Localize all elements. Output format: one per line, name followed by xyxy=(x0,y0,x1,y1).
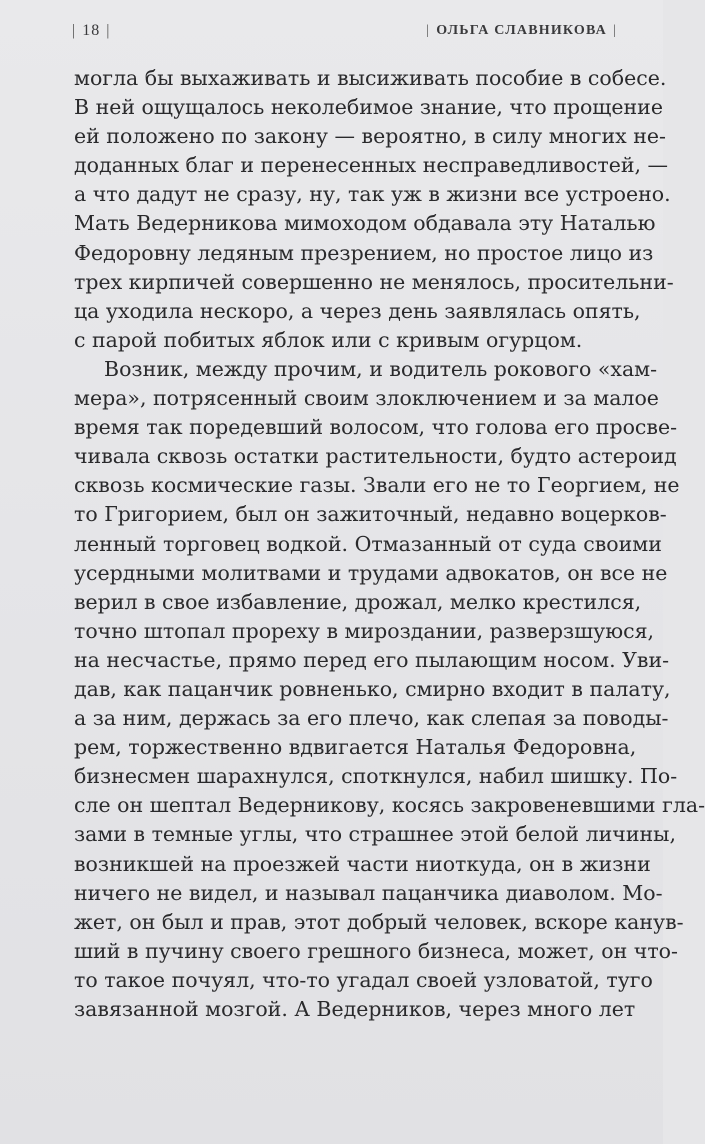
text-line: ничего не видел, и называл пацанчика диаволом. Мо- xyxy=(74,880,663,905)
running-head xyxy=(0,16,663,46)
text-line: ей положено по закону — вероятно, в силу многих не- xyxy=(74,124,666,149)
text-line: Федоровну ледяным презрением, но простое лицо из xyxy=(74,240,654,265)
text-line: с парой побитых яблок или с кривым огурцом. xyxy=(74,327,583,352)
text-line: могла бы выхаживать и высиживать пособие в собесе. xyxy=(74,66,667,90)
text-line: рем, торжественно вдвигается Наталья Федоровна, xyxy=(74,735,637,760)
text-line: то Григорием, был он зажиточный, недавно воцерков- xyxy=(74,502,667,527)
text-line: а что дадут не сразу, ну, так уж в жизни все устроено. xyxy=(74,182,671,207)
text-line: усердными молитвами и трудами адвокатов, он все не xyxy=(74,560,668,585)
text-line: время так поредевший волосом, что голова его просве- xyxy=(74,415,678,440)
text-line: точно штопал прореху в мироздании, разверзшуюся, xyxy=(74,618,655,643)
text-line: Возник, между прочим, и водитель рокового «хам- xyxy=(104,356,658,381)
text-line: на несчастье, прямо перед его пылающим носом. Уви- xyxy=(74,647,670,672)
paragraph xyxy=(74,64,674,355)
divider: | xyxy=(612,23,617,38)
divider: | xyxy=(106,22,111,39)
running-head-author xyxy=(420,23,623,39)
text-line: то такое почуял, что-то угадал своей узловатой, туго xyxy=(74,967,653,992)
body-text xyxy=(74,64,705,1024)
author-name: ОЛЬГА СЛАВНИКОВА xyxy=(436,23,607,38)
text-line: возникшей на проезжей части ниоткуда, он в жизни xyxy=(74,851,651,876)
text-line: ленный торговец водкой. Отмазанный от суда своими xyxy=(74,531,662,556)
text-line: верил в свое избавление, дрожал, мелко крестился, xyxy=(74,589,642,614)
text-line: бизнесмен шарахнулся, споткнулся, набил шишку. По- xyxy=(74,764,678,789)
text-line: зами в темные углы, что страшнее этой белой личины, xyxy=(74,822,676,847)
page-number-value: 18 xyxy=(82,22,101,39)
page-number xyxy=(72,22,116,40)
divider: | xyxy=(72,22,77,39)
text-line: В ней ощущалось неколебимое знание, что прощение xyxy=(74,95,663,120)
text-line: ца уходила нескоро, а через день заявлялась опять, xyxy=(74,298,641,323)
text-line: ший в пучину своего грешного бизнеса, может, он что- xyxy=(74,938,678,963)
text-line: сле он шептал Ведерникову, косясь закровеневшими гла- xyxy=(74,793,705,818)
text-line: завязанной мозгой. А Ведерников, через много лет xyxy=(74,997,636,1021)
text-line: дав, как пацанчик ровненько, смирно входит в палату, xyxy=(74,676,671,701)
text-line: а за ним, держась за его плечо, как слепая за поводы- xyxy=(74,706,669,731)
paragraph xyxy=(74,355,705,1024)
text-line: Мать Ведерникова мимоходом обдавала эту Наталью xyxy=(74,211,656,236)
text-line: чивала сквозь остатки растительности, будто астероид xyxy=(74,444,677,469)
text-line: мера», потрясенный своим злоключением и за малое xyxy=(74,386,659,411)
text-line: трех кирпичей совершенно не менялось, просительни- xyxy=(74,269,674,294)
divider: | xyxy=(426,23,431,38)
text-line: доданных благ и перенесенных несправедливостей, — xyxy=(74,153,669,178)
text-line: сквозь космические газы. Звали его не то Георгием, не xyxy=(74,473,680,498)
text-line: жет, он был и прав, этот добрый человек, вскоре канув- xyxy=(74,909,684,934)
